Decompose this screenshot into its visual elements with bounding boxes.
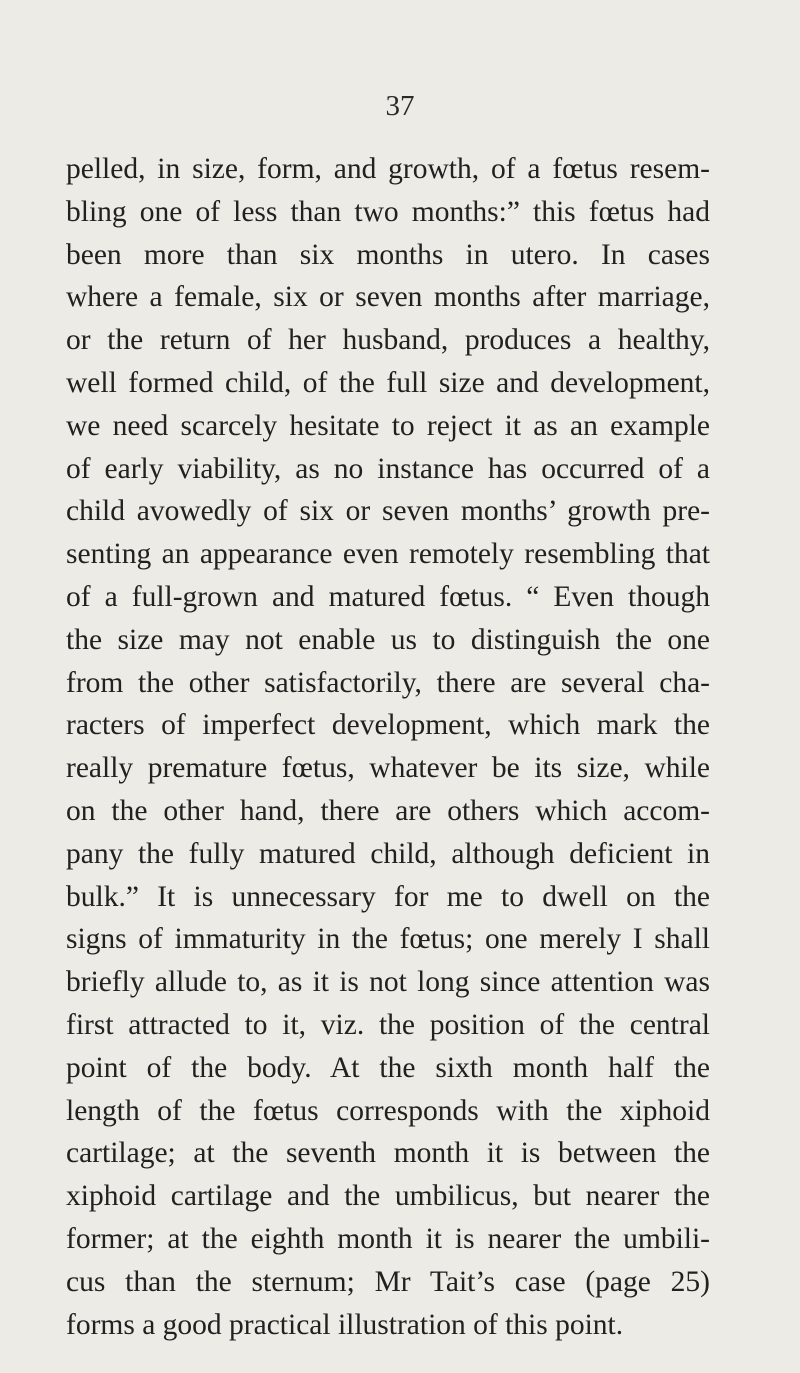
text-line: bling one of less than two months:” this fœtus had — [66, 195, 710, 228]
page-number: 37 — [385, 90, 415, 122]
text-line: of a full-grown and matured fœtus. “ Even though — [66, 580, 710, 613]
text-line: where a female, six or seven months after marriage, — [66, 281, 710, 314]
text-line: first attracted to it, viz. the position of the central — [66, 1008, 710, 1041]
text-line: bulk.” It is unnecessary for me to dwell on the — [66, 880, 710, 913]
text-line: been more than six months in utero. In cases — [66, 238, 710, 271]
text-line: cartilage; at the seventh month it is between the — [66, 1137, 710, 1170]
text-line: point of the body. At the sixth month half the — [66, 1051, 710, 1084]
text-line: or the return of her husband, produces a healthy, — [66, 324, 710, 357]
text-line: pelled, in size, form, and growth, of a fœtus resem- — [66, 153, 710, 185]
text-line: cus than the sternum; Mr Tait’s case (page 25) — [66, 1265, 710, 1298]
text-line: briefly allude to, as it is not long since attention was — [66, 966, 710, 999]
text-line: well formed child, of the full size and development, — [66, 366, 710, 399]
text-line: xiphoid cartilage and the umbilicus, but nearer the — [66, 1180, 710, 1213]
text-line: of early viability, as no instance has occurred of a — [66, 452, 710, 485]
text-line: on the other hand, there are others which accom- — [66, 794, 710, 827]
text-line: we need scarcely hesitate to reject it as an example — [66, 409, 710, 442]
text-line: length of the fœtus corresponds with the xiphoid — [66, 1094, 710, 1127]
text-line: child avowedly of six or seven months’ growth pre- — [66, 495, 710, 528]
text-line: really premature fœtus, whatever be its size, while — [66, 752, 710, 785]
text-line: forms a good practical illustration of this point. — [66, 1308, 624, 1341]
text-line: from the other satisfactorily, there are several cha- — [66, 666, 710, 699]
text-line: former; at the eighth month it is nearer the umbili- — [66, 1222, 710, 1255]
text-line: signs of immaturity in the fœtus; one merely I shall — [66, 923, 710, 956]
text-line: the size may not enable us to distinguish the one — [66, 623, 710, 656]
text-line: pany the fully matured child, although deficient in — [66, 837, 710, 870]
text-line: senting an appearance even remotely resembling that — [66, 538, 710, 571]
text-line: racters of imperfect development, which mark the — [66, 709, 710, 742]
body-text — [66, 148, 710, 1346]
